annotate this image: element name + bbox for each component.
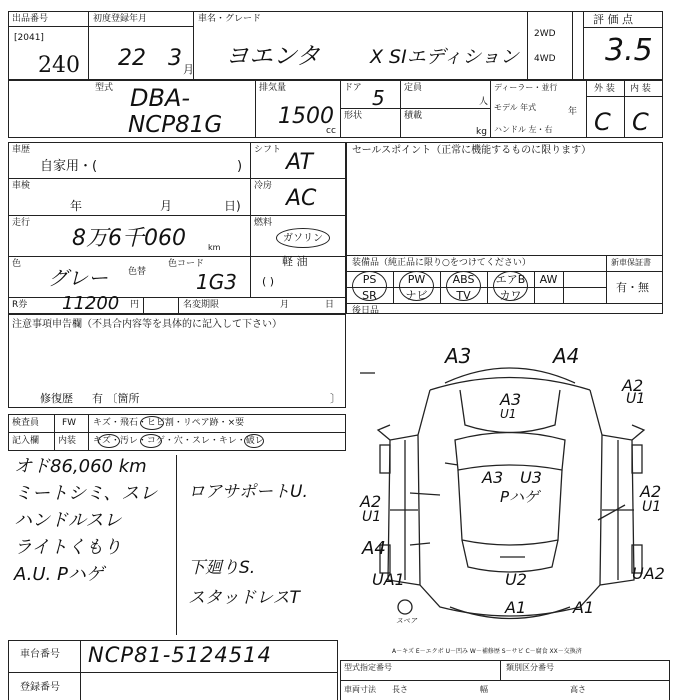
diagram-mark-spare-label: スペア bbox=[396, 617, 417, 625]
door-value: 5 bbox=[372, 86, 385, 110]
equip-r2-2: TV bbox=[456, 289, 471, 302]
lot-no-label: 出品番号 bbox=[12, 14, 49, 24]
car-grade: X SIエディション bbox=[370, 46, 519, 68]
recorder-label: 記入欄 bbox=[12, 436, 40, 446]
name-grade-label: 車名・グレード bbox=[198, 14, 262, 24]
color-change-label: 色替 bbox=[128, 267, 147, 277]
color-code-value: 1G3 bbox=[196, 270, 237, 294]
equipment-label: 装備品（純正品に限り○をつけてください） bbox=[352, 258, 531, 268]
delivery-label: 後日品 bbox=[352, 306, 380, 316]
color-value: グレー bbox=[48, 266, 108, 290]
recycle-fee: 11200 bbox=[62, 293, 120, 314]
fuel-paren: ( ) bbox=[262, 275, 275, 288]
drive-2wd: 2WD bbox=[534, 29, 556, 39]
in-items: キズ・汚レ・コゲ・穴・スレ・キレ・破レ bbox=[93, 436, 264, 446]
repair-label: 修復歴 bbox=[40, 392, 73, 405]
color-label: 色 bbox=[12, 259, 22, 269]
sales-point-label: セールスポイント（正常に機能するものに限ります） bbox=[352, 145, 592, 156]
yen-unit: 円 bbox=[130, 300, 140, 310]
mileage-label: 走行 bbox=[12, 218, 31, 228]
model-year-label: モデル 年式 bbox=[494, 103, 537, 112]
nc-month: 月 bbox=[280, 300, 290, 310]
fw-items: キズ・飛石・ヒビ割・リペア跡・×要 bbox=[93, 418, 245, 428]
equip-r2-3: カワ bbox=[499, 289, 522, 302]
door-label: ドア bbox=[344, 83, 362, 93]
diagram-mark-a4-front-right: A4 bbox=[553, 344, 580, 368]
interior-label: 内 装 bbox=[630, 84, 651, 94]
note-right-1: 下廻りS. bbox=[188, 558, 256, 578]
insp-month: 月 bbox=[160, 199, 173, 213]
warranty-value: 有・無 bbox=[616, 281, 649, 294]
vehicle-size-label: 車両寸法 bbox=[344, 685, 376, 694]
exterior-label: 外 装 bbox=[594, 84, 615, 94]
diagram-mark-a2-right: A2 bbox=[640, 482, 662, 501]
note-left-4: A.U. Pハゲ bbox=[14, 564, 104, 585]
diagram-mark-a1-rear-right: A1 bbox=[573, 598, 595, 617]
insp-year: 年 bbox=[70, 199, 83, 213]
inspection-label: 車検 bbox=[12, 181, 31, 191]
in-label: 内装 bbox=[58, 436, 77, 446]
handle-label: ハンドル 左・右 bbox=[494, 125, 553, 134]
note-left-2: ハンドルスレ bbox=[14, 510, 122, 531]
mileage-value: 8万6千060 bbox=[72, 226, 186, 251]
spare-tire-icon bbox=[398, 600, 412, 614]
lot-number: 240 bbox=[38, 53, 80, 78]
note-left-1: ミートシミ、スレ bbox=[14, 483, 158, 504]
warranty-label: 新車保証書 bbox=[611, 258, 651, 267]
diagram-mark-u1-left: U1 bbox=[362, 509, 382, 525]
model-line2: NCP81G bbox=[128, 112, 223, 138]
history-close: ) bbox=[237, 159, 243, 174]
insp-day: 日) bbox=[224, 199, 241, 213]
repair-close: 〕 bbox=[330, 392, 341, 405]
year-unit: 年 bbox=[568, 107, 578, 117]
month-unit: 月 bbox=[183, 63, 194, 76]
displacement-value: 1500 bbox=[278, 104, 334, 129]
inspector-label: 検査員 bbox=[12, 418, 40, 428]
diagram-mark-a3-hood: A3 bbox=[500, 390, 522, 409]
diagram-mark-a3-roof: A3 bbox=[482, 468, 504, 487]
reg-label: 登録番号 bbox=[20, 682, 60, 693]
score-label: 評 価 点 bbox=[593, 13, 633, 26]
equip-r1-4: AW bbox=[539, 273, 558, 286]
equip-r2-1: ナビ bbox=[405, 289, 428, 302]
lot-tag: [2041] bbox=[14, 33, 44, 43]
diagram-mark-ua1-left-rear: UA1 bbox=[372, 570, 405, 589]
chassis-label: 車台番号 bbox=[20, 649, 60, 660]
height-label: 高さ bbox=[570, 685, 586, 694]
diagram-mark-u2-rear: U2 bbox=[505, 570, 527, 589]
note-left-3: ライトくもり bbox=[14, 537, 122, 558]
length-label: 長さ bbox=[392, 685, 408, 694]
front-bumper bbox=[445, 368, 575, 383]
fuel-diesel: 軽 油 bbox=[282, 255, 308, 268]
shape-label: 形状 bbox=[344, 111, 363, 121]
diagram-mark-a2-right-front: A2 bbox=[622, 376, 644, 395]
displacement-label: 排気量 bbox=[259, 83, 287, 93]
nc-day: 日 bbox=[325, 300, 335, 310]
person-unit: 人 bbox=[479, 97, 489, 107]
caution-label: 注意事項申告欄（不具合内容等を具体的に記入して下さい） bbox=[12, 319, 282, 330]
equip-r2-0: SR bbox=[362, 289, 377, 302]
exterior-grade: C bbox=[594, 108, 611, 136]
score-value: 3.5 bbox=[605, 33, 653, 68]
diagram-mark-a2-left: A2 bbox=[360, 492, 382, 511]
repair-value: 有 〔箇所 bbox=[92, 392, 140, 405]
diagram-mark-u1-right-front: U1 bbox=[626, 391, 646, 407]
equip-r1-0: PS bbox=[362, 273, 377, 286]
first-reg-month: 3 bbox=[168, 46, 182, 71]
chassis-number: NCP81-5124514 bbox=[88, 643, 272, 667]
diagram-mark-a4-left-rear: A4 bbox=[362, 538, 386, 559]
roof bbox=[458, 470, 562, 545]
wheel-fl bbox=[380, 445, 390, 473]
diagram-mark-u1-hood: U1 bbox=[500, 407, 517, 421]
diagram-mark-ua2-rear-right: UA2 bbox=[632, 564, 665, 583]
shift-value: AT bbox=[286, 150, 313, 175]
diagram-mark-a3-front-left: A3 bbox=[445, 344, 472, 368]
name-change-label: 名変期限 bbox=[183, 300, 220, 310]
diagram-mark-u1-right: U1 bbox=[642, 499, 662, 515]
cooler-label: 冷房 bbox=[254, 181, 273, 191]
note-right-2: スタッドレスT bbox=[188, 588, 300, 608]
drive-4wd: 4WD bbox=[534, 54, 556, 64]
fuel-label: 燃料 bbox=[254, 218, 273, 228]
km-unit: km bbox=[208, 243, 221, 252]
capacity-label: 定員 bbox=[404, 83, 423, 93]
history-value: 自家用・( bbox=[40, 159, 98, 174]
fuel-circle bbox=[276, 228, 330, 248]
kg-unit: kg bbox=[476, 127, 487, 137]
form-label: 型式指定番号 bbox=[344, 663, 392, 672]
equip-r1-1: PW bbox=[407, 273, 426, 286]
first-reg-label: 初度登録年月 bbox=[93, 14, 148, 24]
car-name: ヨエンタ bbox=[225, 42, 321, 70]
windshield bbox=[455, 433, 565, 471]
model-label: 型式 bbox=[95, 83, 114, 93]
wheel-fr bbox=[632, 445, 642, 473]
shift-label: シフト bbox=[254, 145, 282, 155]
diagram-mark-a1-rear: A1 bbox=[505, 598, 527, 617]
legend: A－キズ E－エクボ U－凹み W－補修歴 S－サビ C－腐食 XX－交換済 bbox=[392, 648, 582, 655]
fuel-gasoline: ガソリン bbox=[283, 233, 323, 244]
dealer-label: ディーラー・並行 bbox=[494, 83, 558, 92]
fw-label: FW bbox=[62, 418, 77, 428]
first-reg-year: 22 bbox=[118, 46, 146, 71]
cooler-value: AC bbox=[286, 186, 317, 211]
note-left-0: オド86,060 km bbox=[14, 456, 147, 477]
equip-r1-3: エアB bbox=[495, 273, 526, 286]
history-label: 車歴 bbox=[12, 145, 31, 155]
class-label: 類別区分番号 bbox=[506, 663, 554, 672]
model-line1: DBA- bbox=[130, 84, 191, 112]
equip-r1-2: ABS bbox=[452, 273, 475, 286]
interior-grade: C bbox=[632, 108, 649, 136]
load-label: 積載 bbox=[404, 111, 423, 121]
width-label: 幅 bbox=[480, 685, 488, 694]
note-right-0: ロアサポートU. bbox=[188, 482, 308, 502]
diagram-mark-u3-roof: U3 bbox=[520, 468, 542, 487]
recycle-label: R券 bbox=[12, 300, 28, 310]
diagram-mark-p-roof: Pハゲ bbox=[500, 488, 540, 506]
color-code-label: 色コード bbox=[168, 259, 205, 269]
cc-unit: cc bbox=[326, 126, 336, 136]
